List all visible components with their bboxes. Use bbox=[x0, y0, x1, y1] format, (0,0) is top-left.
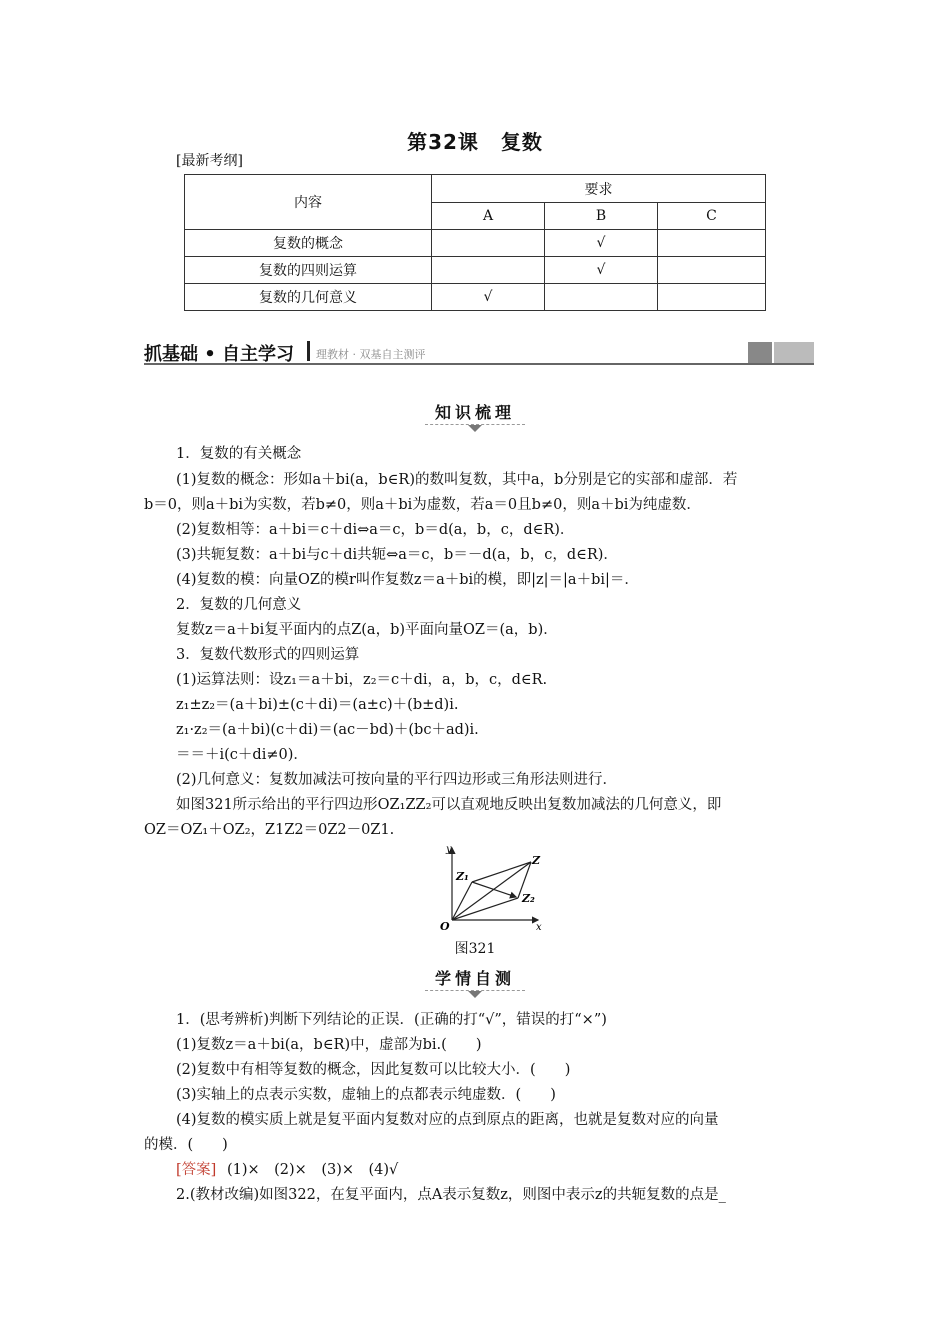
triangle-down-icon bbox=[468, 991, 482, 998]
knowledge-line: 如图321所示给出的平行四边形OZ₁ZZ₂可以直观地反映出复数加减法的几何意义，即 bbox=[176, 797, 722, 813]
self-test-line: 的模．( ) bbox=[144, 1137, 228, 1153]
knowledge-line: z₁·z₂＝(a＋bi)(c＋di)＝(ac－bd)＋(bc＋ad)i. bbox=[176, 722, 479, 738]
self-test-line: 1．(思考辨析)判断下列结论的正误．(正确的打“√”，错误的打“×”) bbox=[176, 1012, 607, 1028]
row-c bbox=[658, 230, 766, 257]
answer-label: [答案] bbox=[176, 1162, 217, 1178]
row-a: √ bbox=[432, 284, 545, 311]
knowledge-line: 2．复数的几何意义 bbox=[176, 597, 302, 613]
row-content: 复数的概念 bbox=[185, 230, 432, 257]
row-content: 复数的几何意义 bbox=[185, 284, 432, 311]
row-b: √ bbox=[545, 230, 658, 257]
content-header: 内容 bbox=[185, 175, 432, 230]
self-test-heading bbox=[0, 966, 950, 998]
figure-caption: 图321 bbox=[454, 941, 496, 957]
x-label: x bbox=[536, 922, 542, 932]
knowledge-line: OZ＝OZ₁＋OZ₂，Z1Z2＝0Z2－0Z1. bbox=[144, 822, 395, 838]
banner-block-light bbox=[774, 342, 814, 363]
knowledge-line: b＝0，则a＋bi为实数，若b≠0，则a＋bi为虚数，若a＝0且b≠0，则a＋bi为纯虚数． bbox=[144, 497, 701, 513]
row-c bbox=[658, 257, 766, 284]
section-banner bbox=[144, 340, 814, 366]
table-row bbox=[185, 230, 766, 257]
answer-text: (1)× (2)× (3)× (4)√ bbox=[226, 1162, 399, 1178]
knowledge-line: (4)复数的模：向量OZ的模r叫作复数z＝a＋bi的模，即|z|＝|a＋bi|＝． bbox=[176, 572, 639, 588]
knowledge-line: (3)共轭复数：a＋bi与c＋di共轭⇔a＝c，b＝－d(a，b，c，d∈R)． bbox=[176, 547, 618, 563]
table-row bbox=[185, 284, 766, 311]
knowledge-heading bbox=[0, 400, 950, 432]
title-lesson: 第32课 bbox=[407, 130, 479, 154]
banner-subtitle: 理教材 · 双基自主测评 bbox=[316, 348, 426, 361]
banner-block-dark bbox=[748, 342, 772, 363]
banner-title: 抓基础 • 自主学习 bbox=[144, 344, 295, 365]
parallelogram-figure bbox=[436, 840, 546, 932]
level-b: B bbox=[545, 203, 658, 230]
knowledge-heading-text: 知识梳理 bbox=[434, 403, 515, 422]
row-content: 复数的四则运算 bbox=[185, 257, 432, 284]
title-topic: 复数 bbox=[500, 130, 543, 154]
knowledge-line: ＝＝＋i(c＋di≠0)． bbox=[176, 747, 308, 763]
z1-label: Z₁ bbox=[456, 870, 469, 883]
self-test-heading-text: 学情自测 bbox=[434, 969, 515, 988]
row-c bbox=[658, 284, 766, 311]
knowledge-line: 复数z＝a＋bi复平面内的点Z(a，b)平面向量OZ＝(a，b)． bbox=[176, 622, 558, 638]
row-a bbox=[432, 257, 545, 284]
knowledge-line: 1．复数的有关概念 bbox=[176, 446, 302, 462]
row-a bbox=[432, 230, 545, 257]
level-c: C bbox=[658, 203, 766, 230]
self-test-line: (4)复数的模实质上就是复平面内复数对应的点到原点的距离，也就是复数对应的向量 bbox=[176, 1112, 719, 1128]
table-row bbox=[185, 257, 766, 284]
requirement-header: 要求 bbox=[432, 175, 766, 203]
knowledge-line: 3．复数代数形式的四则运算 bbox=[176, 647, 360, 663]
z2-label: Z₂ bbox=[522, 892, 535, 905]
knowledge-line: (1)运算法则：设z₁＝a＋bi，z₂＝c＋di，a，b，c，d∈R. bbox=[176, 672, 548, 688]
vector-z1z2 bbox=[472, 882, 516, 897]
z-label: Z bbox=[532, 854, 541, 867]
row-b bbox=[545, 284, 658, 311]
origin-label: O bbox=[440, 920, 450, 932]
triangle-down-icon bbox=[468, 425, 482, 432]
row-b: √ bbox=[545, 257, 658, 284]
knowledge-line: (1)复数的概念：形如a＋bi(a，b∈R)的数叫复数，其中a，b分别是它的实部和虚部．若 bbox=[176, 472, 738, 488]
self-test-line: (1)复数z＝a＋bi(a，b∈R)中，虚部为bi.( ) bbox=[176, 1037, 482, 1053]
edge-z1z bbox=[472, 862, 531, 882]
page-title bbox=[0, 126, 950, 155]
syllabus-table bbox=[184, 174, 766, 311]
knowledge-line: (2)几何意义：复数加减法可按向量的平行四边形或三角形法则进行． bbox=[176, 772, 618, 788]
y-label: y bbox=[446, 844, 452, 855]
self-test-line: (2)复数中有相等复数的概念，因此复数可以比较大小．( ) bbox=[176, 1062, 571, 1078]
knowledge-line: (2)复数相等：a＋bi＝c＋di⇔a＝c，b＝d(a，b，c，d∈R)． bbox=[176, 522, 575, 538]
question-2: 2.(教材改编)如图322，在复平面内，点A表示复数z，则图中表示z的共轭复数的点是_ bbox=[176, 1187, 726, 1203]
level-a: A bbox=[432, 203, 545, 230]
answer-line bbox=[176, 1158, 398, 1179]
self-test-line: (3)实轴上的点表示实数，虚轴上的点都表示纯虚数．( ) bbox=[176, 1087, 556, 1103]
syllabus-label: [最新考纲] bbox=[176, 153, 243, 169]
knowledge-line: z₁±z₂＝(a＋bi)±(c＋di)＝(a±c)＋(b±d)i. bbox=[176, 697, 459, 713]
banner-separator bbox=[307, 341, 310, 361]
